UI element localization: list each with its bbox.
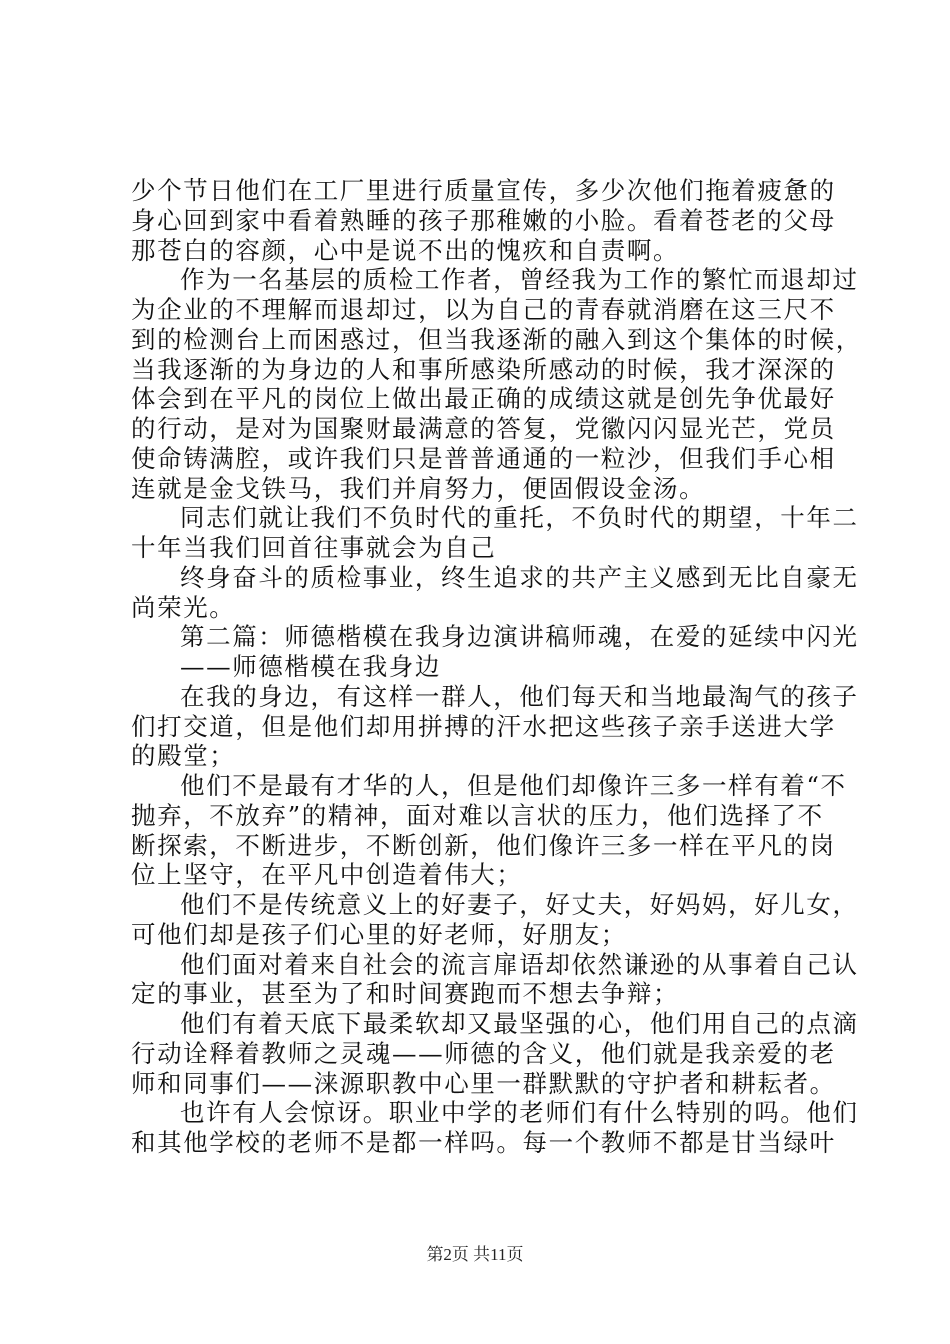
text-line: 十年当我们回首往事就会为自己 (131, 533, 497, 562)
text-line: 的殿堂； (131, 741, 236, 771)
text-line: 他们有着天底下最柔软却又最坚强的心，他们用自己的点滴 (180, 1009, 859, 1038)
page-footer (0, 1240, 950, 1265)
text-line: 他们不是最有才华的人，但是他们却像许三多一样有着“不 (180, 771, 847, 800)
text-line: 作为一名基层的质检工作者，曾经我为工作的繁忙而退却过 (180, 265, 859, 295)
text-line: 为企业的不理解而退却过，以为自己的青春就消磨在这三尺不 (131, 295, 836, 324)
text-line: 体会到在平凡的岗位上做出最正确的成绩这就是创先争优最好 (131, 384, 836, 414)
text-line: 他们面对着来自社会的流言扉语却依然谦逊的从事着自己认 (180, 949, 859, 979)
text-line: 断探索，不断进步，不断创新，他们像许三多一样在平凡的岗 (131, 830, 836, 860)
text-line: 少个节日他们在工厂里进行质量宣传，多少次他们拖着疲惫的 (131, 176, 836, 205)
text-line: 和其他学校的老师不是都一样吗。每一个教师不都是甘当绿叶 (131, 1128, 836, 1157)
text-line: 也许有人会惊讶。职业中学的老师们有什么特别的吗。他们 (180, 1098, 859, 1128)
text-line: 可他们却是孩子们心里的好老师，好朋友； (131, 919, 627, 949)
text-line: 尚荣光。 (131, 592, 236, 622)
text-line: 师和同事们——涞源职教中心里一群默默的守护者和耕耘者。 (131, 1068, 836, 1098)
text-line: 定的事业，甚至为了和时间赛跑而不想去争辩； (131, 979, 680, 1009)
text-line: 抛弃，不放弃”的精神，面对难以言状的压力，他们选择了不 (131, 800, 824, 830)
body-text (131, 176, 862, 1158)
text-line: 那苍白的容颜，心中是说不出的愧疚和自责啊。 (131, 235, 680, 265)
text-line: 同志们就让我们不负时代的重托，不负时代的期望，十年二 (180, 503, 859, 533)
text-line: 的行动，是对为国聚财最满意的答复，党徽闪闪显光芒，党员 (131, 414, 836, 443)
text-line: 第二篇：师德楷模在我身边演讲稿师魂，在爱的延续中闪光 (180, 622, 859, 652)
text-line: 在我的身边，有这样一群人，他们每天和当地最淘气的孩子 (180, 681, 859, 711)
text-line: 终身奋斗的质检事业，终生追求的共产主义感到无比自豪无 (180, 562, 859, 592)
text-line: 行动诠释着教师之灵魂——师德的含义，他们就是我亲爱的老 (131, 1038, 836, 1068)
text-line: 们打交道，但是他们却用拼搏的汗水把这些孩子亲手送进大学 (131, 711, 836, 741)
text-line: 到的检测台上而困惑过，但当我逐渐的融入到这个集体的时候， (131, 324, 862, 354)
text-line: 使命铸满腔，或许我们只是普普通通的一粒沙，但我们手心相 (131, 443, 836, 473)
text-line: 连就是金戈铁马，我们并肩努力，便固假设金汤。 (131, 473, 706, 503)
text-line: 当我逐渐的为身边的人和事所感染所感动的时候，我才深深的 (131, 354, 836, 384)
text-line: 位上坚守，在平凡中创造着伟大； (131, 860, 523, 890)
text-line: 身心回到家中看着熟睡的孩子那稚嫩的小脸。看着苍老的父母 (131, 205, 836, 235)
text-line: 他们不是传统意义上的好妻子，好丈夫，好妈妈，好儿女， (180, 890, 859, 919)
text-line: ——师德楷模在我身边 (180, 652, 441, 681)
page-number-label: 第2页 共11页 (426, 1245, 524, 1264)
